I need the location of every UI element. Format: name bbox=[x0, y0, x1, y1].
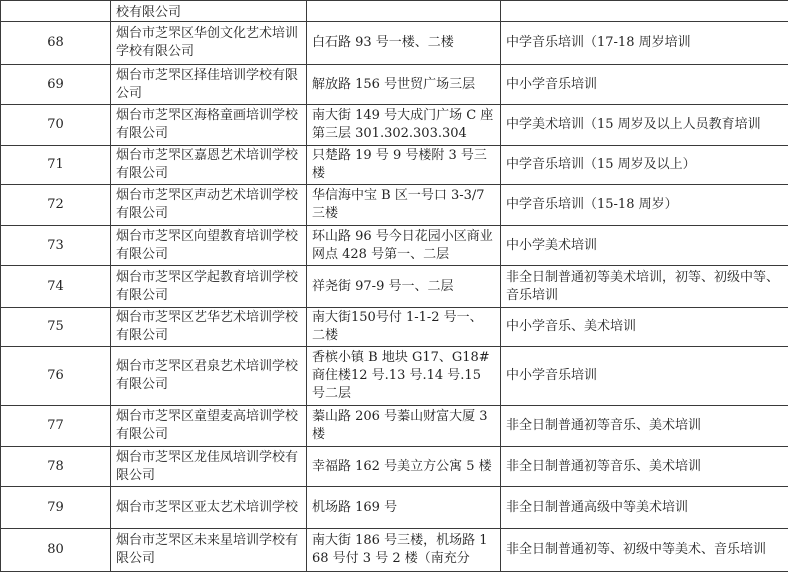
no-cell: 78 bbox=[1, 447, 111, 487]
name-cell: 烟台市芝罘区童望麦高培训学校有限公司 bbox=[111, 406, 307, 447]
table-row bbox=[1, 347, 788, 406]
table-row bbox=[1, 487, 788, 529]
table-row bbox=[1, 447, 788, 487]
no-cell: 70 bbox=[1, 105, 111, 146]
address-cell: 蓁山路 206 号蓁山财富大厦 3 楼 bbox=[307, 406, 501, 447]
no-cell: 75 bbox=[1, 308, 111, 347]
name-cell: 烟台市芝罘区学起教育培训学校有限公司 bbox=[111, 266, 307, 308]
table-row bbox=[1, 185, 788, 226]
table-row bbox=[1, 266, 788, 308]
no-cell: 71 bbox=[1, 146, 111, 185]
table-row bbox=[1, 105, 788, 146]
address-cell: 南大街 149 号大成门广场 C 座第三层 301.302.303.304 bbox=[307, 105, 501, 146]
address-cell: 祥尧街 97-9 号一、二层 bbox=[307, 266, 501, 308]
table-body bbox=[1, 1, 788, 572]
scope-cell: 中学音乐培训（17-18 周岁培训 bbox=[501, 22, 788, 65]
name-cell: 烟台市芝罘区未来星培训学校有限公司 bbox=[111, 529, 307, 572]
name-cell: 烟台市芝罘区亚太艺术培训学校 bbox=[111, 487, 307, 529]
scope-cell: 非全日制普通初等音乐、美术培训 bbox=[501, 406, 788, 447]
address-cell: 白石路 93 号一楼、二楼 bbox=[307, 22, 501, 65]
table-row bbox=[1, 308, 788, 347]
scope-cell bbox=[501, 1, 788, 22]
name-cell: 烟台市芝罘区向望教育培训学校有限公司 bbox=[111, 226, 307, 266]
name-cell: 烟台市芝罘区海格童画培训学校有限公司 bbox=[111, 105, 307, 146]
name-cell: 烟台市芝罘区艺华艺术培训学校有限公司 bbox=[111, 308, 307, 347]
no-cell bbox=[1, 1, 111, 22]
address-cell: 南大街 186 号三楼，机场路 168 号付 3 号 2 楼（南充分 bbox=[307, 529, 501, 572]
table-row bbox=[1, 65, 788, 105]
table-row bbox=[1, 22, 788, 65]
no-cell: 77 bbox=[1, 406, 111, 447]
scope-cell: 中学音乐培训（15 周岁及以上） bbox=[501, 146, 788, 185]
name-cell: 烟台市芝罘区嘉恩艺术培训学校有限公司 bbox=[111, 146, 307, 185]
no-cell: 76 bbox=[1, 347, 111, 406]
no-cell: 79 bbox=[1, 487, 111, 529]
name-cell: 烟台市芝罘区龙佳凤培训学校有限公司 bbox=[111, 447, 307, 487]
table-row-fragment bbox=[1, 1, 788, 22]
address-cell: 幸福路 162 号美立方公寓 5 楼 bbox=[307, 447, 501, 487]
address-cell: 解放路 156 号世贸广场三层 bbox=[307, 65, 501, 105]
scope-cell: 中学音乐培训（15-18 周岁） bbox=[501, 185, 788, 226]
name-cell: 烟台市芝罘区君泉艺术培训学校有限公司 bbox=[111, 347, 307, 406]
scope-cell: 中学美术培训（15 周岁及以上人员教育培训 bbox=[501, 105, 788, 146]
address-cell: 香槟小镇 B 地块 G17、G18#商住楼12 号.13 号.14 号.15 号二层 bbox=[307, 347, 501, 406]
scope-cell: 中小学音乐、美术培训 bbox=[501, 308, 788, 347]
table-row bbox=[1, 146, 788, 185]
scope-cell: 非全日制普通高级中等美术培训 bbox=[501, 487, 788, 529]
name-cell: 烟台市芝罘区华创文化艺术培训学校有限公司 bbox=[111, 22, 307, 65]
no-cell: 69 bbox=[1, 65, 111, 105]
no-cell: 72 bbox=[1, 185, 111, 226]
scope-cell: 中小学音乐培训 bbox=[501, 65, 788, 105]
name-cell: 烟台市芝罘区声动艺术培训学校有限公司 bbox=[111, 185, 307, 226]
name-cell: 校有限公司 bbox=[111, 1, 307, 22]
no-cell: 68 bbox=[1, 22, 111, 65]
address-cell: 只楚路 19 号 9 号楼附 3 号三楼 bbox=[307, 146, 501, 185]
scope-cell: 中小学美术培训 bbox=[501, 226, 788, 266]
no-cell: 74 bbox=[1, 266, 111, 308]
scope-cell: 非全日制普通初等美术培训，初等、初级中等、音乐培训 bbox=[501, 266, 788, 308]
scope-cell: 非全日制普通初等、初级中等美术、音乐培训 bbox=[501, 529, 788, 572]
address-cell: 环山路 96 号今日花园小区商业网点 428 号第一、二层 bbox=[307, 226, 501, 266]
no-cell: 80 bbox=[1, 529, 111, 572]
table-row bbox=[1, 406, 788, 447]
address-cell: 华信海中宝 B 区一号口 3-3/7 三楼 bbox=[307, 185, 501, 226]
address-cell: 机场路 169 号 bbox=[307, 487, 501, 529]
no-cell: 73 bbox=[1, 226, 111, 266]
name-cell: 烟台市芝罘区择佳培训学校有限公司 bbox=[111, 65, 307, 105]
address-cell: 南大街150号付 1-1-2 号一、二楼 bbox=[307, 308, 501, 347]
scope-cell: 非全日制普通初等音乐、美术培训 bbox=[501, 447, 788, 487]
address-cell bbox=[307, 1, 501, 22]
scope-cell: 中小学音乐培训 bbox=[501, 347, 788, 406]
table-row bbox=[1, 529, 788, 572]
table-row bbox=[1, 226, 788, 266]
